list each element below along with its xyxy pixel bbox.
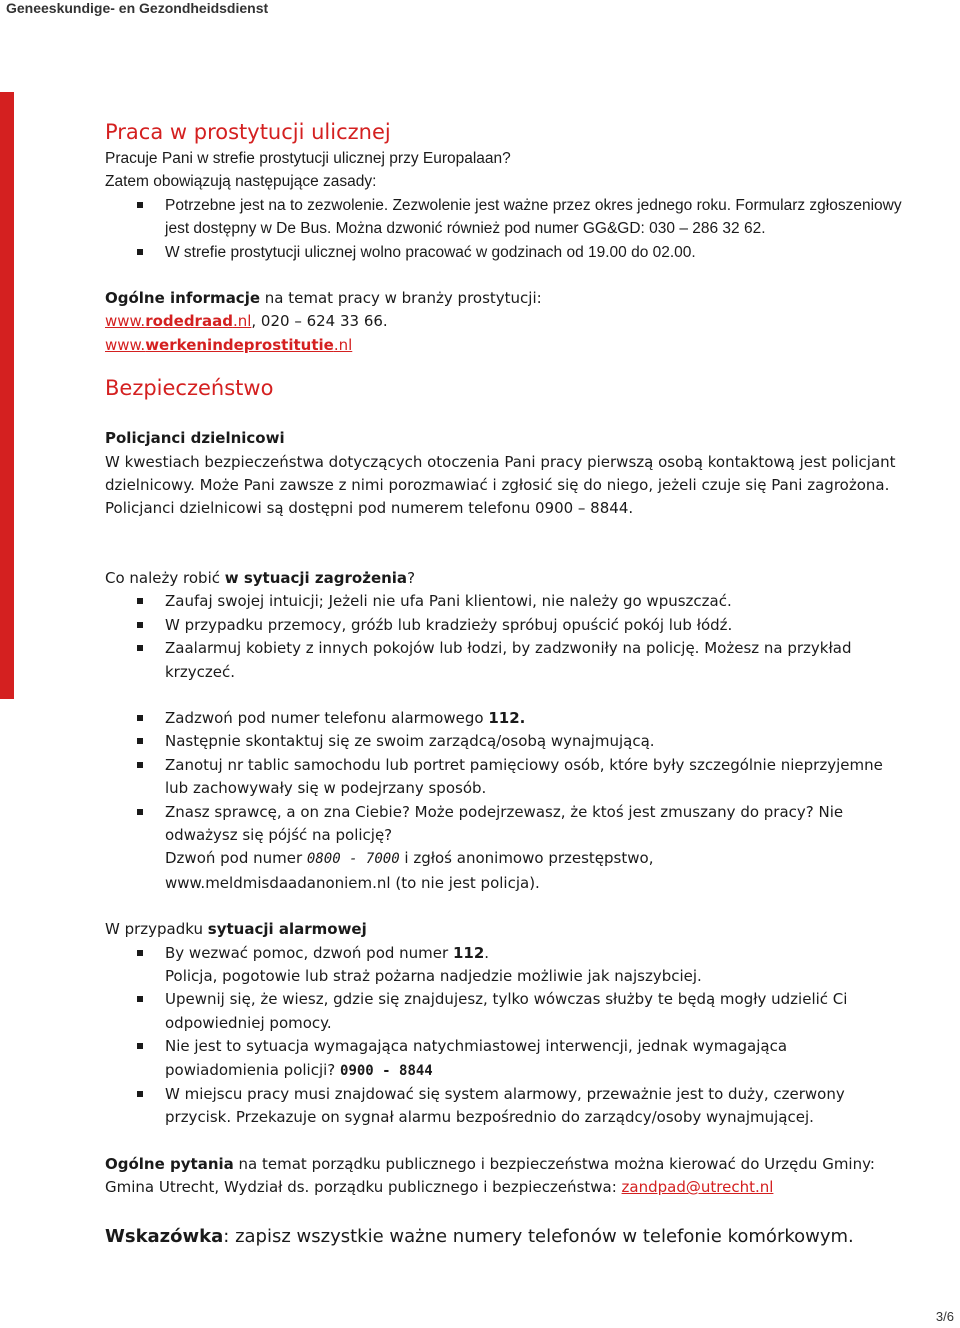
general-info-line: Ogólne informacje na temat pracy w branży prostytucji: [105, 289, 542, 308]
list-item: Nie jest to sytuacja wymagająca natychmiastowej interwencji, jednak wymagająca powiadomienia policji? 0900 - 8844 [105, 1035, 905, 1083]
list-item: W strefie prostytucji ulicznej wolno pracować w godzinach od 19.00 do 02.00. [105, 241, 905, 264]
rodedraad-link[interactable]: www.rodedraad.nl [105, 312, 252, 331]
list-item: Zaufaj swojej intuicji; Jeżeli nie ufa Pani klientowi, nie należy go wpuszczać. [105, 590, 905, 613]
list-item: Potrzebne jest na to zezwolenie. Zezwolenie jest ważne przez okres jednego roku. Formularz zgłoszeniowy jest dostępny w De Bus. Można dzwonić również pod numer GG&GD: 030 – 286 32 62. [105, 194, 905, 241]
tip-line: Wskazówka: zapisz wszystkie ważne numery telefonów w telefonie komórkowym. [105, 1225, 854, 1247]
list-item: W przypadku przemocy, gróźb lub kradzieży spróbuj opuścić pokój lub łódź. [105, 614, 905, 637]
document-header: Geneeskundige- en Gezondheidsdienst [6, 0, 269, 16]
section-title-street-prostitution: Praca w prostytucji ulicznej [105, 120, 391, 144]
section-title-safety: Bezpieczeństwo [105, 376, 274, 401]
email-link[interactable]: zandpad@utrecht.nl [621, 1178, 774, 1197]
list-item: Zanotuj nr tablic samochodu lub portret pamięciowy osób, które były szczególnie nieprzyjemne lub zachowywały się w podejrzany sposób. [105, 754, 905, 801]
list-item: Upewnij się, że wiesz, gdzie się znajdujesz, tylko wówczas służby te będą mogły udzielić Ci odpowiedniej pomocy. [105, 988, 905, 1035]
rules-list [105, 194, 905, 264]
red-side-bar [0, 92, 14, 699]
threat-question: Co należy robić w sytuacji zagrożenia? [105, 568, 416, 587]
meldmisdaad-site: www.meldmisdaadanoniem.nl (to nie jest policja). [165, 873, 540, 892]
document-body [105, 117, 905, 1248]
list-item: By wezwać pomoc, dzwoń pod numer 112. Policja, pogotowie lub straż pożarna nadjedzie możliwie jak najszybciej. [105, 942, 905, 989]
paragraph-community-police: W kwestiach bezpieczeństwa dotyczących otoczenia Pani pracy pierwszą osobą kontaktową jest policjant dzielnicowy. Może Pani zawsze z nimi porozmawiać i zgłosić się do niego, jeżeli czuje się Pani zagrożona. [105, 452, 896, 495]
subheading-community-police: Policjanci dzielnicowi [105, 429, 285, 448]
rodedraad-line: www.rodedraad.nl, 020 – 624 33 66. [105, 312, 388, 331]
general-questions-paragraph: Ogólne pytania na temat porządku publicznego i bezpieczeństwa można kierować do Urzędu Gminy: Gmina Utrecht, Wydział ds. porządku publicznego i bezpieczeństwa: zandpad@utrecht.nl [105, 1154, 875, 1197]
alarm-situation-heading: W przypadku sytuacji alarmowej [105, 920, 367, 939]
paragraph-police-phone: Policjanci dzielnicowi są dostępni pod numerem telefonu 0900 – 8844. [105, 499, 634, 518]
intro-line-1: Pracuje Pani w strefie prostytucji ulicznej przy Europalaan? [105, 150, 511, 167]
emergency-steps-list [105, 707, 905, 895]
list-item: W miejscu pracy musi znajdować się system alarmowy, przeważnie jest to duży, czerwony przycisk. Przekazuje on sygnał alarmu bezpośrednio do zarządcy/osoby wynajmującej. [105, 1083, 905, 1130]
alarm-list [105, 942, 905, 1130]
list-item: Następnie skontaktuj się ze swoim zarządcą/osobą wynajmującą. [105, 730, 905, 753]
list-item: Znasz sprawcę, a on zna Ciebie? Może podejrzewasz, że ktoś jest zmuszany do pracy? Nie odważysz się pójść na policję? Dzwoń pod numer 0800 - 7000 i zgłoś anonimowo przestępstwo, www.meldmisdaadanoniem.nl (to nie jest policja). [105, 801, 905, 896]
list-item: Zadzwoń pod numer telefonu alarmowego 112. [105, 707, 905, 730]
werkenindeprostitutie-line [105, 334, 905, 357]
list-item: Zaalarmuj kobiety z innych pokojów lub łodzi, by zadzwoniły na policję. Możesz na przykład krzyczeć. [105, 637, 905, 684]
intro-line-2: Zatem obowiązują następujące zasady: [105, 173, 377, 191]
page-number: 3/6 [935, 1309, 954, 1324]
werkenindeprostitutie-link[interactable]: www.werkenindeprostitutie.nl [105, 335, 353, 354]
threat-list [105, 590, 905, 684]
